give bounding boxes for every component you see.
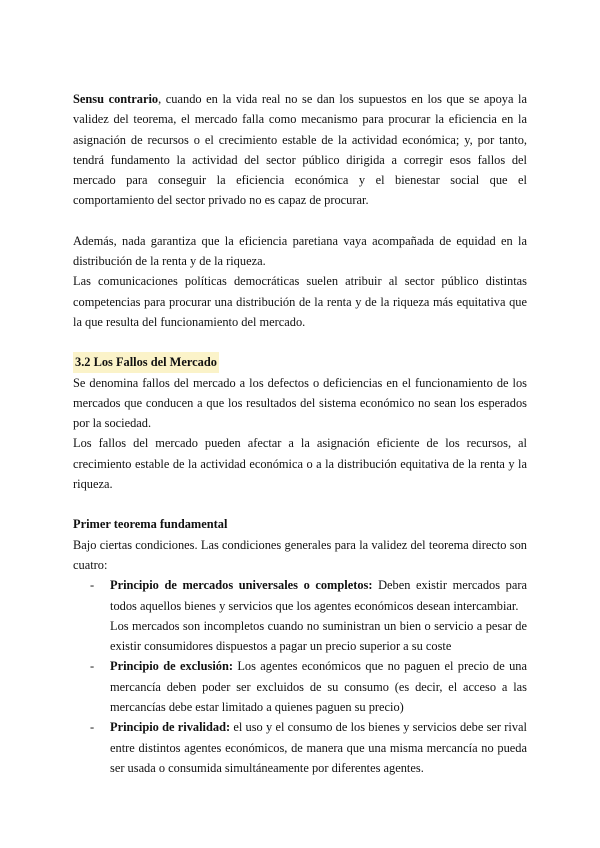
paragraph-text: , cuando en la vida real no se dan los supuestos en los que se apoya la validez del teorema, el mercado falla como mecanismo para procurar la eficiencia en la asignación de recursos o el crecimiento estable de la actividad económica; y, por tanto, tendrá fundamento la actividad del sector público dirigida a corregir esos fallos del mercado para conseguir la eficiencia económica y el bienestar social que el comportamiento del sector privado no es capaz de procurar. xyxy=(73,92,527,208)
paragraph-equidad: Además, nada garantiza que la eficiencia paretiana vaya acompañada de equidad en la distribución de la renta y de la riqueza. xyxy=(73,233,527,269)
paragraph-definicion-fallos: Se denomina fallos del mercado a los defectos o deficiencias en el funcionamiento de los mercados que conducen a que los resultados del sistema económico no sean los esperados por la sociedad. xyxy=(73,375,527,431)
bullet-dash: - xyxy=(90,578,95,593)
item-text: Deben existir mercados para todos aquellos bienes y servicios que los agentes económicos desean intercambiar. xyxy=(110,578,527,613)
item-text: el uso y el consumo de los bienes y servicios debe ser rival entre distintos agentes económicos, de manera que una misma mercancía no pueda ser usada o consumida simultáneamente por diferentes agentes. xyxy=(110,720,527,775)
bullet-dash: - xyxy=(90,720,95,735)
bullet-dash: - xyxy=(90,659,95,674)
item-title: Principio de exclusión: xyxy=(110,659,233,674)
paragraph-sensu-contrario xyxy=(73,89,527,211)
paragraph-efectos-fallos: Los fallos del mercado pueden afectar a la asignación eficiente de los recursos, al crecimiento estable de la actividad económica o a la distribución equitativa de la renta y la riqueza. xyxy=(73,436,527,492)
item-extra: Los mercados son incompletos cuando no suministran un bien o servicio a pesar de existir consumidores dispuestos a pagar un precio superior a su coste xyxy=(110,618,527,654)
item-title: Principio de rivalidad: xyxy=(110,720,231,735)
list-item xyxy=(73,656,527,717)
list-item xyxy=(73,575,527,656)
item-text: Los agentes económicos que no paguen el precio de una mercancía deben poder ser excluidos de su consumo (es decir, el acceso a las mercancías debe estar limitado a quienes paguen su precio) xyxy=(110,659,527,715)
section-heading: 3.2 Los Fallos del Mercado xyxy=(73,352,219,372)
theorem-heading: Primer teorema fundamental xyxy=(73,517,228,532)
item-title: Principio de mercados universales o completos: xyxy=(110,578,373,593)
theorem-intro: Bajo ciertas condiciones. Las condiciones generales para la validez del teorema directo son cuatro: xyxy=(73,537,527,572)
principles-list xyxy=(73,575,527,778)
bold-lead: Sensu contrario xyxy=(73,92,159,106)
list-item xyxy=(73,717,527,778)
paragraph-comunicaciones: Las comunicaciones políticas democráticas suelen atribuir al sector público distintas competencias para procurar una distribución de la renta y de la riqueza más equitativa que la que resulta del funcionamiento del mercado. xyxy=(73,274,527,329)
